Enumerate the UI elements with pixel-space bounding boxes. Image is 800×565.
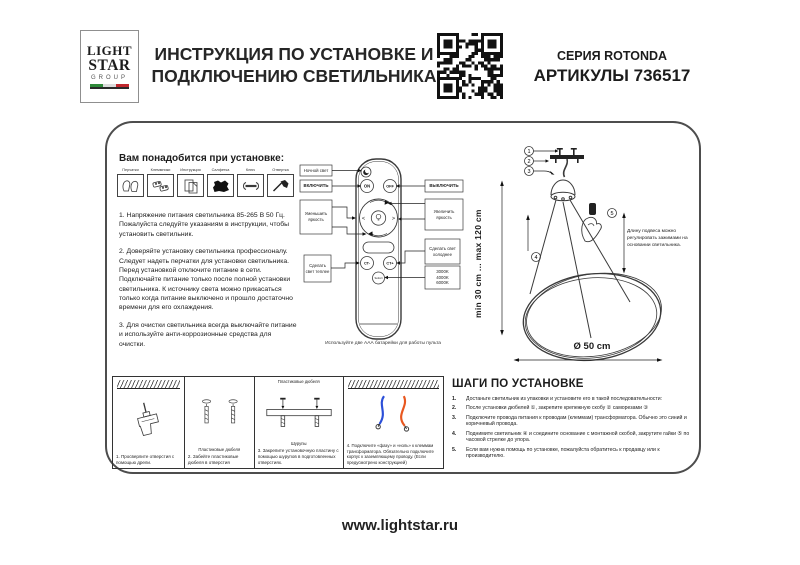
rotate-ccw-arrow-icon — [371, 234, 387, 236]
ct-plus-button — [384, 257, 397, 270]
rotate-cw-arrow-icon — [370, 200, 386, 202]
on-button — [361, 180, 374, 193]
ct-minus-button — [361, 257, 374, 270]
steps-heading: ШАГИ ПО УСТАНОВКЕ — [452, 378, 584, 390]
dowels-label: Пластиковые дюбеля — [198, 447, 241, 453]
arrow-left-glyph: < — [361, 216, 366, 223]
badge-4 — [526, 215, 540, 262]
bulb-icon — [376, 214, 381, 220]
warning-3: 3. Для очистки светильника всегда выключайте питание и используйте анти-коррозионные средства для очистки. — [119, 321, 297, 348]
screwdriver-icon — [270, 178, 292, 194]
badge-2 — [525, 157, 550, 166]
plate-dowels-label: Пластиковые дюбеля — [277, 379, 320, 384]
height-dimension-arrow — [500, 181, 504, 336]
svg-text:CT-: CT- — [363, 261, 371, 266]
tool-item-screwdriver: Отвертка — [267, 169, 294, 197]
off-button — [384, 180, 397, 193]
remote-diagram — [297, 157, 469, 357]
main-panel — [105, 121, 701, 474]
italian-flag-icon — [90, 84, 129, 89]
callout-kelvin-values: 3000K 4000K 6000K — [384, 266, 460, 289]
svg-text:2: 2 — [527, 158, 531, 165]
panel-drill — [113, 377, 185, 468]
series-label: СЕРИЯ ROTONDA — [556, 49, 668, 63]
step-row: 2. После установки дюбелей ①, закрепите крепежную скобу ② саморезами ③ — [452, 405, 649, 412]
callout-decrease-brightness: Уменьшить яркость — [300, 200, 367, 236]
callout-turn-off: ВЫКЛЮЧИТЬ — [396, 180, 463, 192]
svg-text:OFF: OFF — [386, 184, 394, 189]
articles-label: АРТИКУЛЫ 736517 — [533, 66, 691, 85]
panel-caption: 3. Закрепите установочную пластину с помощью шурупов в подготовленных отверстиях. — [257, 447, 339, 465]
panel-caption: 1. Просверлите отверстия с помощью дрели. — [116, 453, 175, 465]
logo-text: LIGHT — [86, 42, 133, 58]
svg-text:1: 1 — [527, 148, 531, 155]
callout-increase-brightness: Увеличить яркость — [388, 199, 463, 230]
panel-caption: 4. Подключите «фазу» и «ноль» к клеммам трансформатора. Обязательно подключите корпус к заземляющему проводу. (Если предусмотрено конструкцией) — [346, 442, 434, 466]
step-row: 1. Достаньте светильник из упаковки и установите его в такой последовательности: — [452, 396, 663, 402]
svg-text:5: 5 — [610, 210, 614, 217]
suspension-note: Длину подвеса можно регулировать зажимами на основании светильника. — [627, 229, 688, 248]
screws-label: Шурупы — [290, 441, 307, 447]
safety-warnings — [119, 211, 298, 357]
installation-panels — [112, 376, 444, 469]
led-ring — [518, 264, 667, 368]
mounting-plate-icon — [261, 396, 337, 430]
tool-item-napkin: Салфетка — [207, 169, 234, 197]
suspension-cables — [530, 200, 630, 338]
ceiling-hatch — [348, 380, 439, 389]
napkin-icon — [210, 178, 232, 194]
drill-icon — [122, 400, 174, 442]
callout-cooler-light: Сделать свет холоднее — [396, 239, 460, 265]
qr-code-icon — [437, 30, 503, 102]
panel-caption: 2. Забейте пластиковые дюбеля в отверстия — [187, 453, 239, 465]
terminal-blocks-icon — [150, 178, 172, 194]
svg-text:Set/cct: Set/cct — [374, 277, 383, 280]
step-row: 3. Подключите провода питания к проводам (клеммам) трансформатора. Обычно это синий и коричневый провода. — [452, 414, 687, 428]
callout-warmer-light: Сделать свет теплее — [304, 255, 360, 282]
tool-item-instruction: Инструкция — [177, 169, 204, 197]
remote-body — [356, 159, 401, 339]
badge-5 — [608, 209, 617, 218]
tools-row — [117, 169, 294, 197]
night-light-button — [361, 167, 371, 177]
badge-1 — [525, 147, 559, 156]
installation-steps — [452, 378, 698, 463]
website-url: www.lightstar.ru — [341, 517, 459, 534]
svg-text:4: 4 — [534, 254, 538, 261]
svg-text:ON: ON — [363, 183, 371, 189]
lightstar-logo: LIGHT STAR GROUP — [80, 30, 139, 103]
arrow-right-glyph: > — [391, 216, 396, 223]
ceiling-hatch — [117, 380, 180, 389]
panel-dowels — [185, 377, 255, 468]
adjust-range-arrow — [622, 213, 626, 274]
remote-batteries-note: Используйте две ААА батарейки для работы пульта — [325, 341, 441, 346]
diameter-label: Ø 50 cm — [573, 341, 611, 352]
gloves-icon — [120, 178, 142, 194]
callout-turn-on: ВКЛЮЧИТЬ — [300, 180, 361, 192]
power-wire — [564, 159, 568, 177]
step-row: 4. Поднимите светильник ④ и соедините основание с монтажной скобой, закрутите гайки ⑤ по часовой стрелке до упора. — [452, 430, 690, 444]
svg-text:CT+: CT+ — [386, 261, 394, 266]
callout-night-light: Ночной свет — [300, 165, 362, 176]
panel-wiring — [344, 377, 443, 468]
svg-text:3: 3 — [527, 168, 531, 175]
tool-item-gloves: Перчатки — [117, 169, 144, 197]
badge-3 — [525, 167, 555, 176]
brightness-dial — [360, 199, 398, 237]
orange-wire — [402, 397, 406, 427]
panel-plate — [255, 377, 344, 468]
step-row: 5. Если вам нужна помощь по установке, пожалуйста обратитесь к продавцу или к производителю. — [452, 446, 660, 460]
scene-button — [363, 242, 394, 253]
tool-item-terminals: Клеммники — [147, 169, 174, 197]
page-title: ИНСТРУКЦИЯ ПО УСТАНОВКЕ И ПОДКЛЮЧЕНИЮ СВЕТИЛЬНИКА — [151, 44, 437, 86]
wires-icon — [357, 395, 429, 435]
wrench-icon — [240, 178, 262, 194]
diameter-dimension-arrow — [514, 358, 663, 362]
lamp-diagram — [472, 141, 697, 373]
warning-1: 1. Напряжение питания светильника 85-265 В 50 Гц. Пожалуйста следуйте указаниям в инструкции, чтобы установить светильник. — [119, 212, 289, 238]
dowels-icon — [190, 395, 248, 431]
tool-item-wrench: Ключ — [237, 169, 264, 197]
blue-wire — [380, 397, 385, 425]
tools-heading: Вам понадобится при установке: — [119, 153, 285, 164]
series-block — [512, 49, 712, 86]
ceiling-canopy — [551, 180, 575, 201]
warning-2: 2. Доверяйте установку светильника профессионалу. Следует надеть перчатки для установки светильника. Перед установкой отключите питание в сети. Подключайте питание только после полной установки светильника. К источнику света можно прикасаться только когда питание выключено и прошло достаточно времени для его охлаждения. — [119, 248, 293, 312]
set-cct-button — [373, 272, 385, 284]
instruction-icon — [180, 178, 202, 194]
height-range-label: min 30 cm ... max 120 cm — [473, 209, 483, 318]
